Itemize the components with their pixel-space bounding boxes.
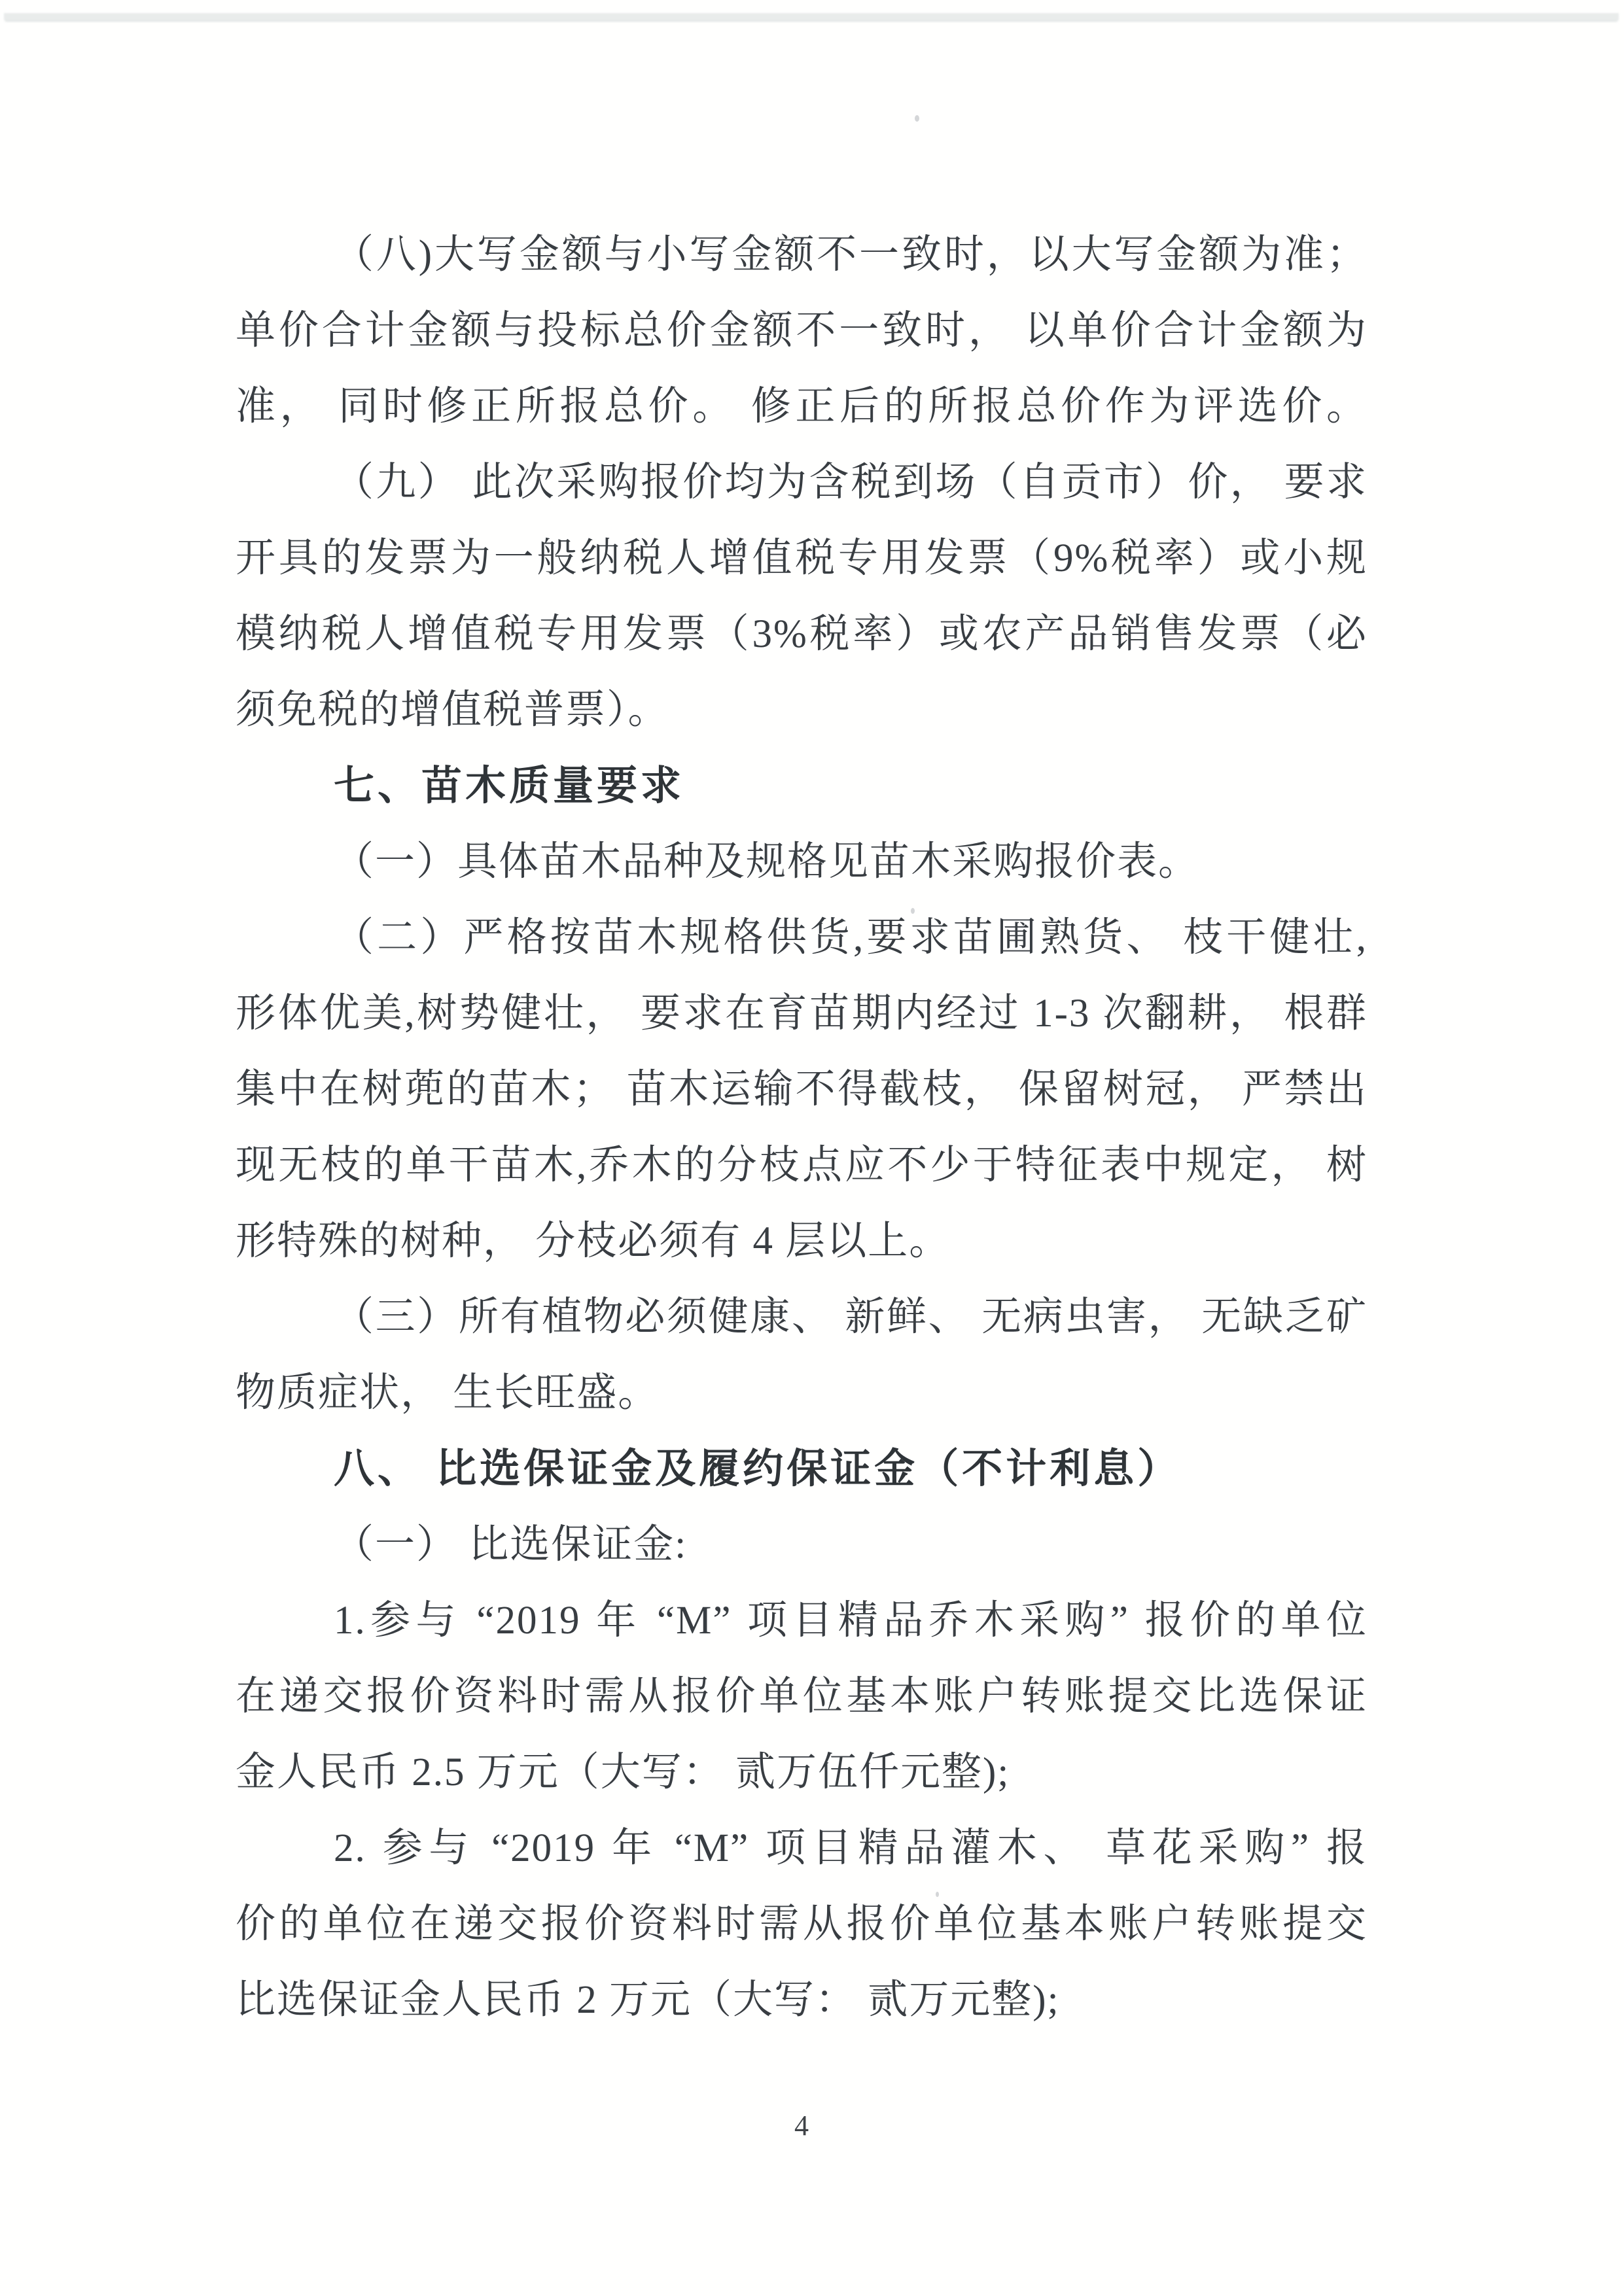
paragraph-line: 开具的发票为一般纳税人增值税专用发票（9%税率）或小规 — [236, 536, 1368, 580]
paragraph-line: 在递交报价资料时需从报价单位基本账户转账提交比选保证 — [236, 1675, 1368, 1718]
scan-speck — [915, 115, 919, 122]
paragraph-line: （三）所有植物必须健康、 新鲜、 无病虫害， 无缺乏矿 — [334, 1295, 1368, 1339]
section-heading: 八、 比选保证金及履约保证金（不计利息） — [334, 1446, 1182, 1491]
scan-artifact-line — [4, 13, 1619, 20]
paragraph-line: 形体优美,树势健壮， 要求在育苗期内经过 1-3 次翻耕， 根群 — [236, 992, 1368, 1035]
paragraph-line: （二）严格按苗木规格供货,要求苗圃熟货、 枝干健壮, — [334, 916, 1368, 960]
paragraph-line: 模纳税人增值税专用发票（3%税率）或农产品销售发票（必 — [236, 612, 1368, 656]
document-content — [236, 217, 1368, 2038]
paragraph-line: 物质症状， 生长旺盛。 — [236, 1371, 660, 1415]
paragraph-line: 金人民币 2.5 万元（大写： 贰万伍仟元整); — [236, 1750, 1010, 1794]
paragraph-line: 1.参与 “2019 年 “M” 项目精品乔木采购” 报价的单位 — [334, 1599, 1368, 1643]
paragraph-line: 2. 参与 “2019 年 “M” 项目精品灌木、 草花采购” 报 — [334, 1826, 1368, 1870]
paragraph-line: 准， 同时修正所报总价。 修正后的所报总价作为评选价。 — [236, 385, 1368, 428]
paragraph-line: （九） 此次采购报价均为含税到场（自贡市）价， 要求 — [334, 461, 1368, 504]
paragraph-line: 集中在树蔸的苗木； 苗木运输不得截枝， 保留树冠， 严禁出 — [236, 1068, 1368, 1111]
paragraph-line: 价的单位在递交报价资料时需从报价单位基本账户转账提交 — [236, 1902, 1368, 1946]
section-heading: 七、苗木质量要求 — [334, 763, 685, 809]
paragraph-line: 须免税的增值税普票）。 — [236, 688, 669, 732]
paragraph-line: 形特殊的树种， 分枝必须有 4 层以上。 — [236, 1219, 951, 1263]
paragraph-line: 现无枝的单干苗木,乔木的分枝点应不少于特征表中规定， 树 — [236, 1143, 1368, 1187]
page-number: 4 — [794, 2110, 809, 2142]
paragraph-line: （八)大写金额与小写金额不一致时，以大写金额为准； — [334, 233, 1368, 277]
paragraph-line: 单价合计金额与投标总价金额不一致时， 以单价合计金额为 — [236, 309, 1368, 353]
paragraph-line: 比选保证金人民币 2 万元（大写： 贰万元整); — [236, 1978, 1060, 2022]
paragraph-line: （一）具体苗木品种及规格见苗木采购报价表。 — [334, 840, 1200, 884]
paragraph-line: （一） 比选保证金: — [334, 1523, 688, 1567]
